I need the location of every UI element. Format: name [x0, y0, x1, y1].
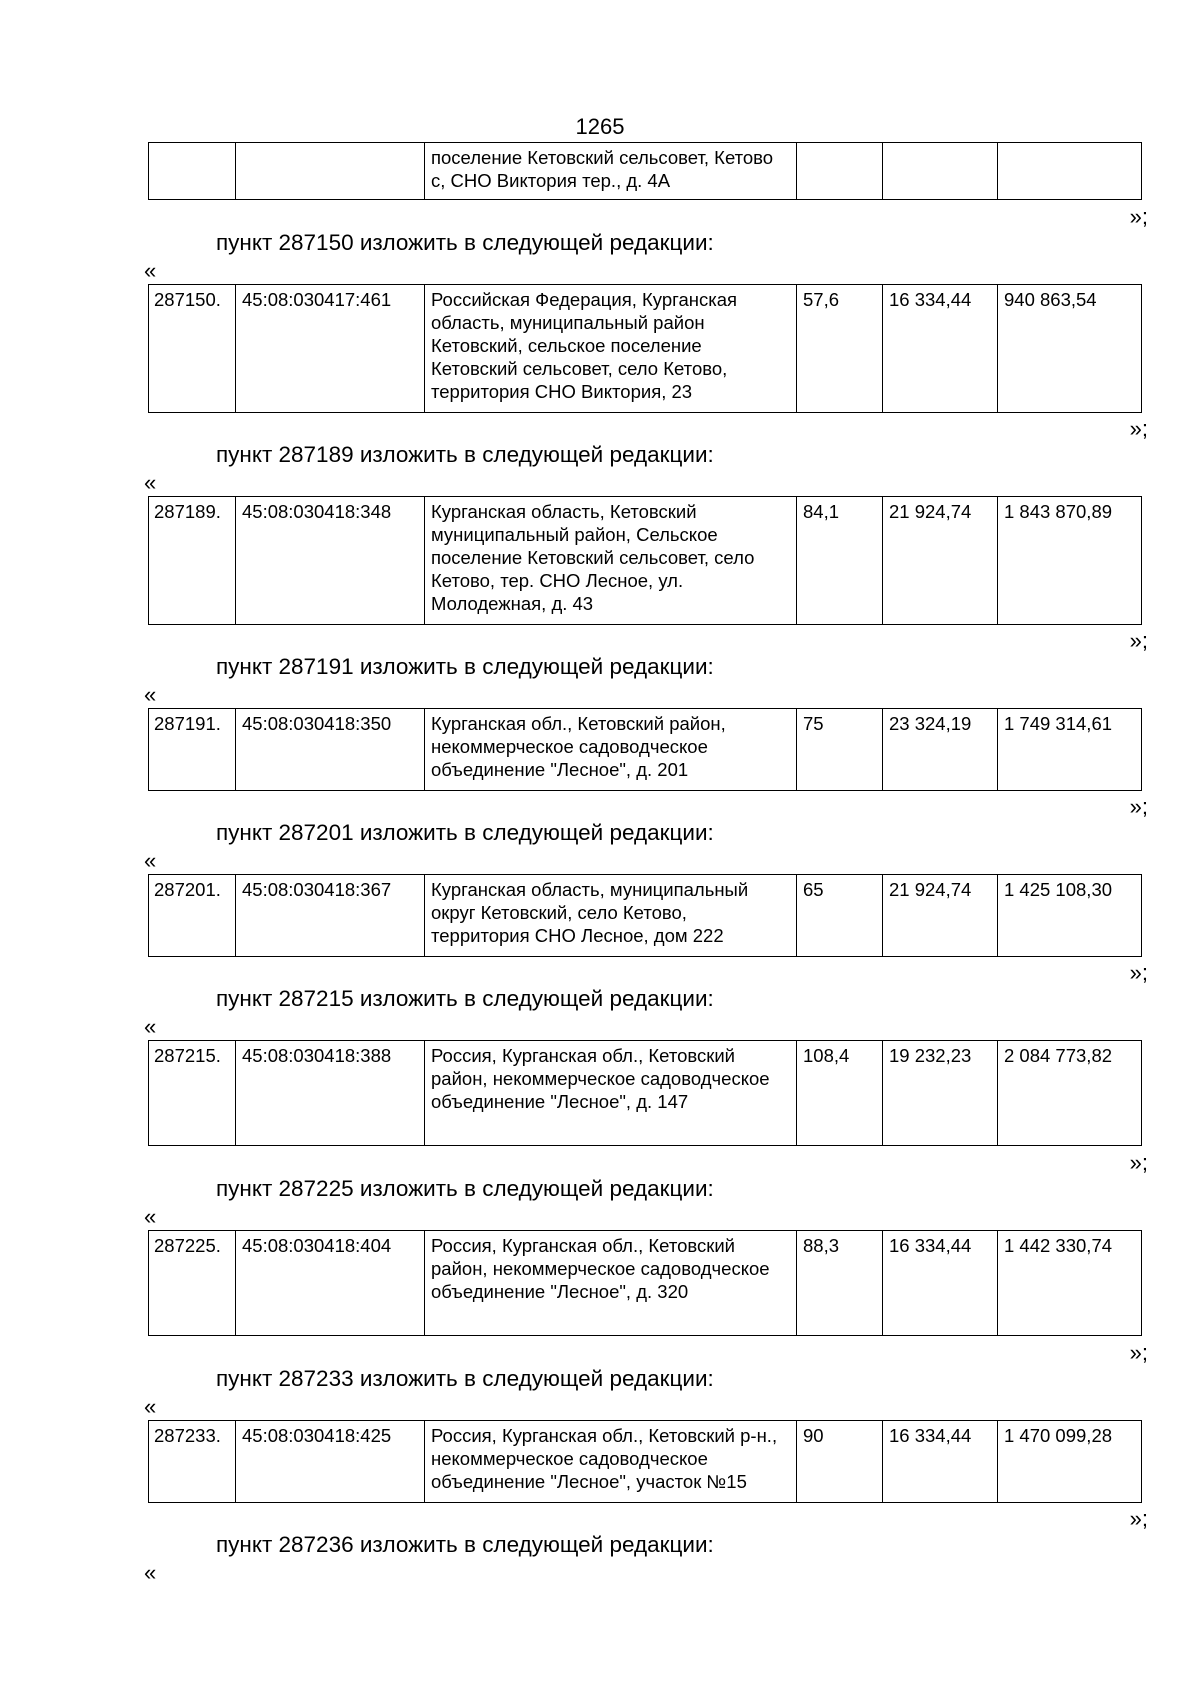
page-number: 1265 [575, 114, 625, 139]
closing-quote: »; [1129, 1150, 1148, 1175]
cell-cadastral: 45:08:030418:348 [236, 497, 425, 625]
section-heading: пункт 287189 изложить в следующей редакции: [216, 442, 714, 467]
cell-address: Россия, Курганская обл., Кетовский район, некоммерческое садоводческое объединение "Лесное", д. 320 [425, 1231, 797, 1336]
opening-quote: « [144, 848, 157, 873]
cell-value: 1 425 108,30 [998, 875, 1142, 957]
record-table [148, 284, 1142, 413]
section-heading: пункт 287215 изложить в следующей редакции: [216, 986, 714, 1011]
table-row [149, 1421, 1142, 1503]
cell-rate [883, 143, 998, 200]
section-heading: пункт 287236 изложить в следующей редакции: [216, 1532, 714, 1557]
cell-area: 90 [797, 1421, 883, 1503]
cell-rate: 16 334,44 [883, 1231, 998, 1336]
cell-cadastral [236, 143, 425, 200]
cell-rate: 16 334,44 [883, 285, 998, 413]
table-row [149, 1231, 1142, 1336]
cell-address: Россия, Курганская обл., Кетовский район, некоммерческое садоводческое объединение "Лесное", д. 147 [425, 1041, 797, 1146]
cell-cadastral: 45:08:030417:461 [236, 285, 425, 413]
cell-area: 75 [797, 709, 883, 791]
table-row [149, 875, 1142, 957]
closing-quote: »; [1129, 794, 1148, 819]
cell-number: 287233. [149, 1421, 236, 1503]
section-heading: пункт 287191 изложить в следующей редакции: [216, 654, 714, 679]
cell-rate: 23 324,19 [883, 709, 998, 791]
cell-number [149, 143, 236, 200]
cell-value: 1 442 330,74 [998, 1231, 1142, 1336]
continuation-table [148, 142, 1142, 200]
table-row [149, 285, 1142, 413]
record-table [148, 874, 1142, 957]
record-table [148, 708, 1142, 791]
record-table [148, 1420, 1142, 1503]
cell-address: Курганская обл., Кетовский район, некоммерческое садоводческое объединение "Лесное", д. 201 [425, 709, 797, 791]
opening-quote: « [144, 1014, 157, 1039]
closing-quote: »; [1129, 204, 1148, 229]
cell-cadastral: 45:08:030418:404 [236, 1231, 425, 1336]
cell-rate: 19 232,23 [883, 1041, 998, 1146]
opening-quote: « [144, 1394, 157, 1419]
cell-value: 1 470 099,28 [998, 1421, 1142, 1503]
record-table [148, 1040, 1142, 1146]
cell-cadastral: 45:08:030418:367 [236, 875, 425, 957]
cell-number: 287201. [149, 875, 236, 957]
cell-value: 1 749 314,61 [998, 709, 1142, 791]
table-row [149, 497, 1142, 625]
section-heading: пункт 287150 изложить в следующей редакции: [216, 230, 714, 255]
table-row [149, 1041, 1142, 1146]
section-heading: пункт 287201 изложить в следующей редакции: [216, 820, 714, 845]
cell-value [998, 143, 1142, 200]
cell-rate: 16 334,44 [883, 1421, 998, 1503]
closing-quote: »; [1129, 1506, 1148, 1531]
cell-area: 84,1 [797, 497, 883, 625]
opening-quote: « [144, 258, 157, 283]
cell-value: 2 084 773,82 [998, 1041, 1142, 1146]
opening-quote: « [144, 470, 157, 495]
cell-rate: 21 924,74 [883, 497, 998, 625]
record-table [148, 496, 1142, 625]
cell-value: 940 863,54 [998, 285, 1142, 413]
cell-address: поселение Кетовский сельсовет, Кетово с, СНО Виктория тер., д. 4А [425, 143, 797, 200]
section-heading: пункт 287233 изложить в следующей редакции: [216, 1366, 714, 1391]
cell-address: Курганская область, муниципальный округ Кетовский, село Кетово, территория СНО Лесное, дом 222 [425, 875, 797, 957]
cell-number: 287215. [149, 1041, 236, 1146]
cell-number: 287225. [149, 1231, 236, 1336]
closing-quote: »; [1129, 1340, 1148, 1365]
cell-value: 1 843 870,89 [998, 497, 1142, 625]
cell-area: 88,3 [797, 1231, 883, 1336]
cell-address: Курганская область, Кетовский муниципальный район, Сельское поселение Кетовский сельсовет, село Кетово, тер. СНО Лесное, ул. Молодежная, д. 43 [425, 497, 797, 625]
closing-quote: »; [1129, 416, 1148, 441]
cell-area: 108,4 [797, 1041, 883, 1146]
section-heading: пункт 287225 изложить в следующей редакции: [216, 1176, 714, 1201]
cell-rate: 21 924,74 [883, 875, 998, 957]
cell-number: 287150. [149, 285, 236, 413]
cell-number: 287191. [149, 709, 236, 791]
cell-area: 57,6 [797, 285, 883, 413]
table-row [149, 143, 1142, 200]
cell-number: 287189. [149, 497, 236, 625]
cell-cadastral: 45:08:030418:388 [236, 1041, 425, 1146]
record-table [148, 1230, 1142, 1336]
closing-quote: »; [1129, 960, 1148, 985]
opening-quote: « [144, 1204, 157, 1229]
cell-area [797, 143, 883, 200]
opening-quote: « [144, 682, 157, 707]
cell-cadastral: 45:08:030418:350 [236, 709, 425, 791]
cell-area: 65 [797, 875, 883, 957]
cell-address: Россия, Курганская обл., Кетовский р-н., некоммерческое садоводческое объединение "Лесное", участок №15 [425, 1421, 797, 1503]
table-row [149, 709, 1142, 791]
cell-cadastral: 45:08:030418:425 [236, 1421, 425, 1503]
closing-quote: »; [1129, 628, 1148, 653]
cell-address: Российская Федерация, Курганская область, муниципальный район Кетовский, сельское поселение Кетовский сельсовет, село Кетово, территория СНО Виктория, 23 [425, 285, 797, 413]
opening-quote: « [144, 1560, 157, 1585]
